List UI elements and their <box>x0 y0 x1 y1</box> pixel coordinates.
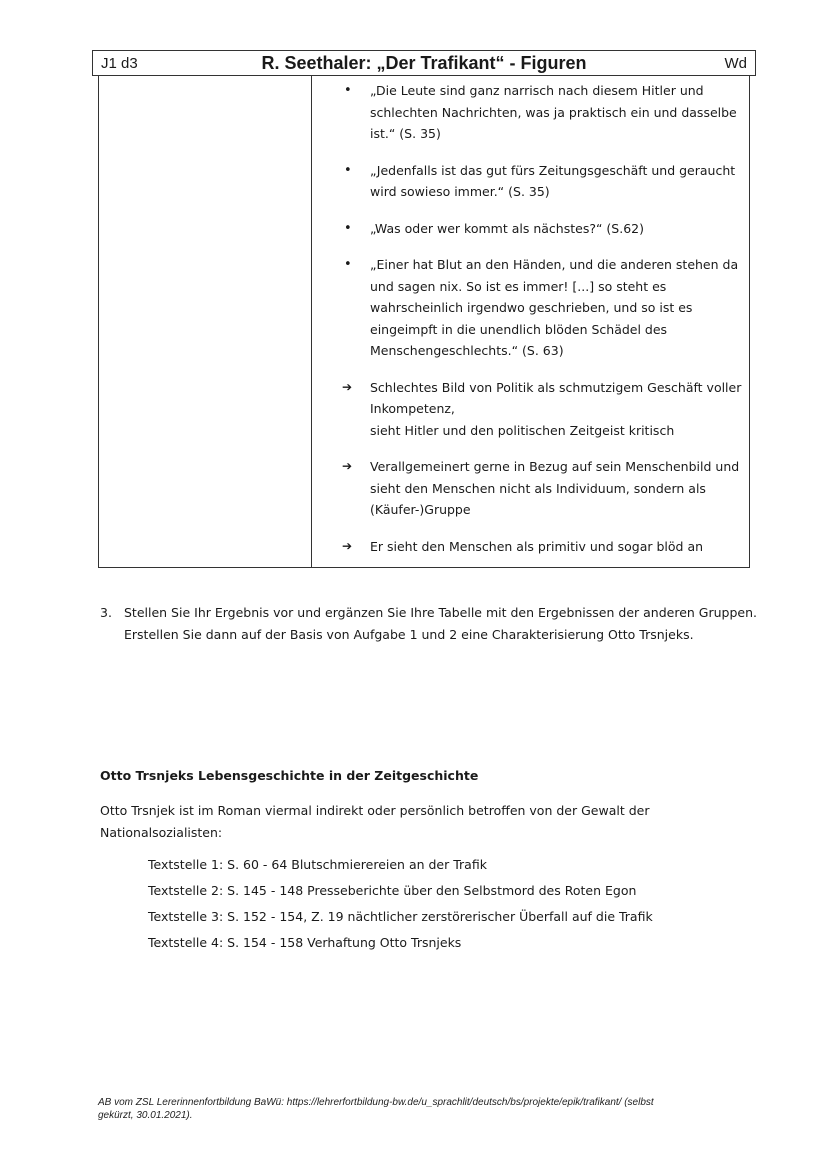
passage-item: Textstelle 3: S. 152 - 154, Z. 19 nächtlicher zerstörerischer Überfall auf die Trafik <box>148 909 653 924</box>
bullet-point <box>342 218 742 240</box>
column-divider <box>311 76 312 567</box>
page-title: R. Seethaler: „Der Trafikant“ - Figuren <box>261 53 587 73</box>
bullet-point <box>342 80 742 145</box>
arrow-point <box>342 456 742 521</box>
task-3 <box>100 602 760 645</box>
section-heading: Otto Trsnjeks Lebensgeschichte in der Zeitgeschichte <box>100 768 479 783</box>
item-line: „Einer hat Blut an den Händen, und die anderen stehen da <box>370 257 739 272</box>
task-text <box>124 602 760 645</box>
source-footer <box>98 1096 738 1122</box>
bullet-icon: • <box>344 220 352 236</box>
item-line: schlechten Nachrichten, was ja praktisch ein und dasselbe <box>370 104 737 120</box>
arrow-right-icon: ➔ <box>342 538 353 553</box>
item-line: eingeimpft in die unendlich blöden Schädel des <box>370 321 668 337</box>
item-line: (Käufer-)Gruppe <box>370 502 471 517</box>
passage-item: Textstelle 2: S. 145 - 148 Presseberichte über den Selbstmord des Roten Egon <box>148 883 637 898</box>
arrow-right-icon: ➔ <box>342 459 353 473</box>
passage-list <box>148 852 653 956</box>
arrow-right-icon: ➔ <box>342 379 353 394</box>
item-line: sieht den Menschen nicht als Individuum, sondern als <box>370 480 706 496</box>
arrow-point <box>342 536 742 558</box>
page-header <box>92 50 756 76</box>
footer-line: gekürzt, 30.01.2021). <box>98 1110 193 1121</box>
item-line: „Die Leute sind ganz narrisch nach diesem Hitler und <box>370 83 704 98</box>
intro-line: Nationalsozialisten: <box>100 824 223 840</box>
passage-item: Textstelle 4: S. 154 - 158 Verhaftung Otto Trsnjeks <box>148 935 462 950</box>
task-line: Erstellen Sie dann auf der Basis von Aufgabe 1 und 2 eine Charakterisierung Otto Trsnjeks. <box>124 626 694 642</box>
table-right-column <box>342 80 742 572</box>
item-line: sieht Hitler und den politischen Zeitgeist kritisch <box>370 422 675 438</box>
item-line: und sagen nix. So ist es immer! [...] so steht es <box>370 278 667 294</box>
item-line: Inkompetenz, <box>370 401 455 416</box>
bullet-point <box>342 160 742 203</box>
course-code: J1 d3 <box>101 55 138 72</box>
item-line: „Jedenfalls ist das gut fürs Zeitungsgeschäft und geraucht <box>370 162 736 178</box>
bullet-icon: • <box>344 83 352 98</box>
item-line: Verallgemeinert gerne in Bezug auf sein Menschenbild und <box>370 459 740 474</box>
item-line: Schlechtes Bild von Politik als schmutzigem Geschäft voller <box>370 379 742 395</box>
item-line: Er sieht den Menschen als primitiv und sogar blöd an <box>370 538 704 554</box>
task-line: Stellen Sie Ihr Ergebnis vor und ergänzen Sie Ihre Tabelle mit den Ergebnissen der anderen Gruppen. <box>124 605 757 620</box>
item-line: wahrscheinlich irgendwo geschrieben, und so ist es <box>370 300 693 315</box>
section-intro <box>100 800 760 843</box>
bullet-icon: • <box>344 257 352 272</box>
passage-item: Textstelle 1: S. 60 - 64 Blutschmierereien an der Trafik <box>148 857 487 872</box>
intro-line: Otto Trsnjek ist im Roman viermal indirekt oder persönlich betroffen von der Gewalt der <box>100 803 650 818</box>
bullet-point <box>342 254 742 362</box>
item-line: „Was oder wer kommt als nächstes?“ (S.62) <box>370 220 644 236</box>
bullet-icon: • <box>344 162 352 178</box>
task-number: 3. <box>100 605 112 620</box>
footer-line: AB vom ZSL Lererinnenfortbildung BaWü: https://lehrerfortbildung-bw.de/u_sprachlit/deutsch/bs/projekte/epik/trafikant/ (selbst <box>98 1097 654 1108</box>
item-line: wird sowieso immer.“ (S. 35) <box>370 184 550 199</box>
author-initials: Wd <box>724 55 747 72</box>
item-line: ist.“ (S. 35) <box>370 126 441 141</box>
item-line: Menschengeschlechts.“ (S. 63) <box>370 343 564 358</box>
arrow-point <box>342 377 742 442</box>
